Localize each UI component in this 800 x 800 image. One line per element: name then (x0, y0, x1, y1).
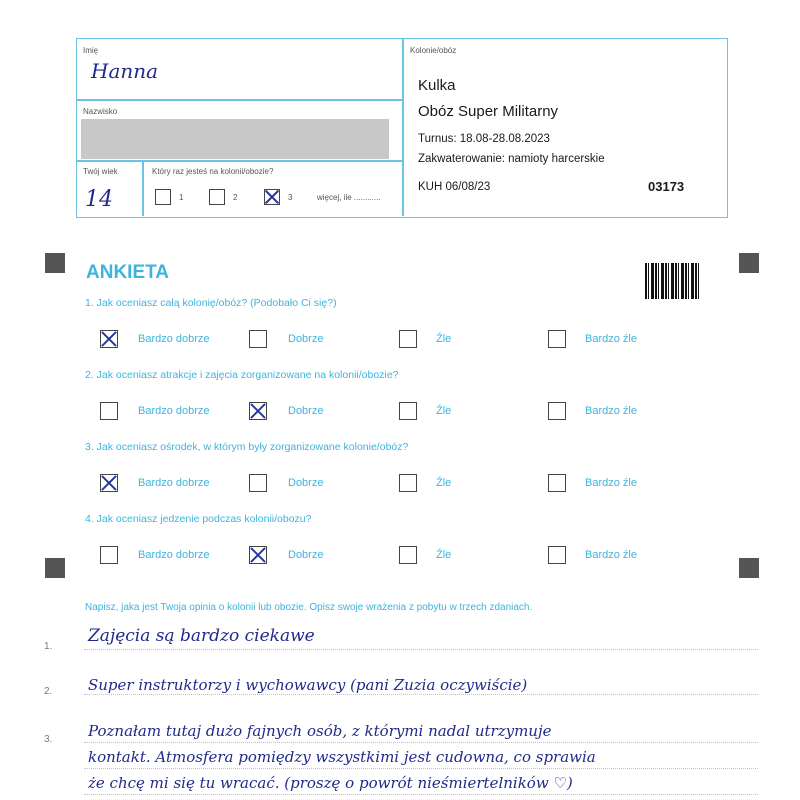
opinion-prompt: Napisz, jaka jest Twoja opinia o kolonii lub obozie. Opisz swoje wrażenia z pobytu w trzech zdaniach. (85, 602, 533, 613)
question-3: 3. Jak oceniasz ośrodek, w którym były zorganizowane kolonie/obóz? (85, 441, 409, 453)
name-label: Imię (83, 46, 99, 55)
q4-checkbox-bardzo-dobrze[interactable] (100, 546, 118, 564)
q1-checkbox-dobrze[interactable] (249, 330, 267, 348)
camp-name: Kulka (418, 77, 456, 94)
q2-option-label: Bardzo dobrze (138, 405, 210, 417)
age-value[interactable]: 14 (85, 187, 113, 212)
visit-checkbox-2[interactable] (209, 189, 225, 205)
q1-checkbox-bardzo-dobrze[interactable] (100, 330, 118, 348)
visit-option-1: 1 (179, 193, 184, 202)
surname-label: Nazwisko (83, 107, 118, 116)
q3-checkbox-zle[interactable] (399, 474, 417, 492)
q4-checkbox-dobrze[interactable] (249, 546, 267, 564)
accommodation: Zakwaterowanie: namioty harcerskie (418, 153, 605, 165)
visit-option-3: 3 (288, 193, 293, 202)
visit-option-2: 2 (233, 193, 238, 202)
q3-option-label: Dobrze (288, 477, 324, 489)
q3-checkbox-bardzo-dobrze[interactable] (100, 474, 118, 492)
barcode (645, 263, 701, 299)
registration-marker (739, 558, 759, 578)
q1-checkbox-bardzo-zle[interactable] (548, 330, 566, 348)
q3-option-label: Bardzo dobrze (138, 477, 210, 489)
q2-checkbox-bardzo-dobrze[interactable] (100, 402, 118, 420)
camp-title: Obóz Super Militarny (418, 103, 559, 120)
registration-marker (739, 253, 759, 273)
age-divider (142, 160, 144, 216)
form-number: 03173 (648, 179, 685, 194)
q4-option-label: Źle (436, 549, 452, 561)
question-2: 2. Jak oceniasz atrakcje i zajęcia zorganizowane na kolonii/obozie? (85, 369, 399, 381)
q1-option-label: Źle (436, 333, 452, 345)
q2-checkbox-dobrze[interactable] (249, 402, 267, 420)
line-number: 1. (44, 641, 53, 652)
visit-label: Który raz jesteś na kolonii/obozie? (152, 167, 274, 176)
answer-line (84, 768, 758, 769)
q2-checkbox-zle[interactable] (399, 402, 417, 420)
visit-checkbox-1[interactable] (155, 189, 171, 205)
q1-option-label: Bardzo dobrze (138, 333, 210, 345)
q1-checkbox-zle[interactable] (399, 330, 417, 348)
q2-option-label: Źle (436, 405, 452, 417)
answer-text-5[interactable]: że chcę mi się tu wracać. (proszę o powrót nieśmiertelników ♡) (88, 774, 573, 792)
visit-more: więcej, ile ............ (317, 193, 381, 202)
line-number: 2. (44, 686, 53, 697)
camp-code: KUH 06/08/23 (418, 181, 491, 193)
header-box (76, 38, 728, 218)
answer-text-3[interactable]: Poznałam tutaj dużo fajnych osób, z którymi nadal utrzymuje (88, 722, 552, 740)
answer-text-2[interactable]: Super instruktorzy i wychowawcy (pani Zuzia oczywiście) (88, 676, 528, 694)
turnus: Turnus: 18.08-28.08.2023 (418, 133, 550, 145)
q2-option-label: Dobrze (288, 405, 324, 417)
q3-option-label: Źle (436, 477, 452, 489)
answer-text-4[interactable]: kontakt. Atmosfera pomiędzy wszystkimi jest cudowna, co sprawia (88, 748, 596, 766)
answer-text-1[interactable]: Zajęcia są bardzo ciekawe (88, 626, 315, 646)
q4-checkbox-zle[interactable] (399, 546, 417, 564)
survey-title: ANKIETA (86, 262, 170, 283)
answer-line (84, 794, 758, 795)
question-1: 1. Jak oceniasz całą kolonię/obóz? (Podobało Ci się?) (85, 297, 337, 309)
registration-marker (45, 253, 65, 273)
q1-option-label: Bardzo źle (585, 333, 637, 345)
header-divider (402, 39, 404, 216)
header-line-1 (77, 99, 402, 101)
surname-redacted (81, 119, 389, 159)
answer-line (84, 649, 758, 650)
registration-marker (45, 558, 65, 578)
q4-option-label: Bardzo źle (585, 549, 637, 561)
answer-line (84, 694, 758, 695)
q3-option-label: Bardzo źle (585, 477, 637, 489)
answer-line (84, 742, 758, 743)
header-line-2 (77, 160, 402, 162)
q4-checkbox-bardzo-zle[interactable] (548, 546, 566, 564)
q4-option-label: Bardzo dobrze (138, 549, 210, 561)
q2-option-label: Bardzo źle (585, 405, 637, 417)
visit-checkbox-3[interactable] (264, 189, 280, 205)
question-4: 4. Jak oceniasz jedzenie podczas kolonii/obozu? (85, 513, 312, 525)
q3-checkbox-bardzo-zle[interactable] (548, 474, 566, 492)
line-number: 3. (44, 734, 53, 745)
q4-option-label: Dobrze (288, 549, 324, 561)
q2-checkbox-bardzo-zle[interactable] (548, 402, 566, 420)
q3-checkbox-dobrze[interactable] (249, 474, 267, 492)
age-label: Twój wiek (83, 167, 118, 176)
name-value[interactable]: Hanna (91, 59, 159, 83)
q1-option-label: Dobrze (288, 333, 324, 345)
camp-label: Kolonie/obóz (410, 46, 457, 55)
